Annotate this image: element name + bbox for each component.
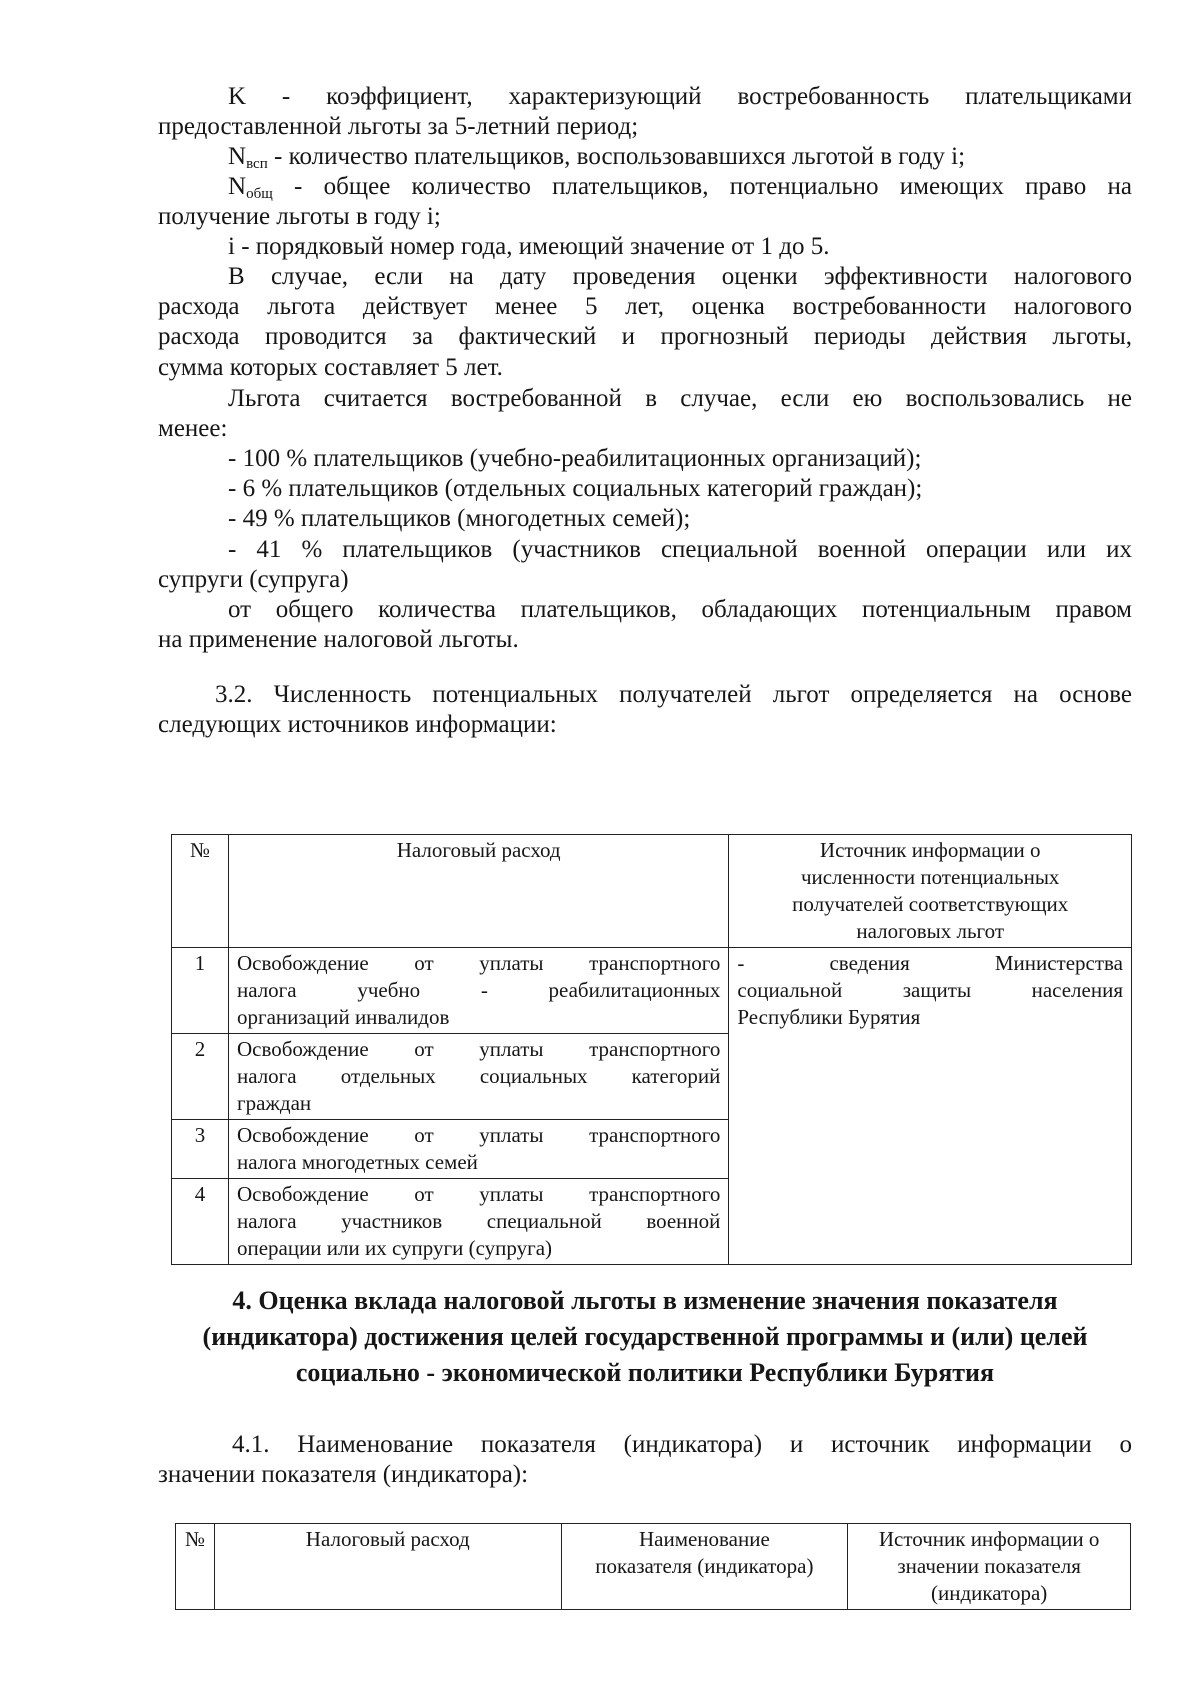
text-line bbox=[158, 142, 1132, 172]
cell-line: налога участников специальной военной bbox=[236, 1209, 721, 1233]
text-line: на применение налоговой льготы. bbox=[158, 626, 519, 654]
nobsh-subscript: общ bbox=[246, 186, 273, 202]
sources-table bbox=[171, 834, 1132, 1265]
k-definition bbox=[158, 82, 1132, 142]
header-line: Наименование bbox=[638, 1527, 770, 1551]
text-line: K - коэффициент, характеризующий востребованность плательщиками bbox=[228, 83, 1132, 110]
col-header-expense: Налоговый расход bbox=[228, 835, 728, 948]
col-header-indicator bbox=[561, 1524, 848, 1610]
text-line: от общего количества плательщиков, обладающих потенциальным правом bbox=[228, 596, 1132, 623]
header-line: (индикатора) bbox=[930, 1581, 1048, 1605]
cell-line: Освобождение от уплаты транспортного bbox=[236, 1037, 721, 1061]
i-definition bbox=[158, 232, 1132, 262]
cell-line: налога многодетных семей bbox=[236, 1150, 478, 1174]
row-expense bbox=[228, 1034, 728, 1120]
cell-line: социальной защиты населения bbox=[737, 978, 1123, 1002]
cell-line: Освобождение от уплаты транспортного bbox=[236, 951, 721, 975]
total-paragraph bbox=[158, 595, 1132, 655]
heading-line: социально - экономической политики Республики Бурятия bbox=[295, 1358, 995, 1387]
nvsp-symbol: N bbox=[228, 143, 247, 170]
col-header-num: № bbox=[176, 1524, 215, 1610]
list-item: - 6 % плательщиков (отдельных социальных категорий граждан); bbox=[228, 475, 923, 503]
row-expense bbox=[228, 1179, 728, 1265]
text-line: сумма которых составляет 5 лет. bbox=[158, 353, 503, 381]
text-line: следующих источников информации: bbox=[158, 711, 557, 739]
cell-line: Освобождение от уплаты транспортного bbox=[236, 1182, 721, 1206]
nvsp-definition bbox=[158, 142, 1132, 172]
cell-line: граждан bbox=[236, 1091, 312, 1115]
cell-line: налога учебно - реабилитационных bbox=[236, 978, 721, 1002]
nvsp-subscript: всп bbox=[246, 156, 268, 172]
nvsp-text: - количество плательщиков, воспользовавшихся льготой в году i; bbox=[267, 143, 966, 170]
heading-line: (индикатора) достижения целей государственной программы и (или) целей bbox=[202, 1322, 1088, 1351]
header-line: получателей соответствующих bbox=[792, 892, 1069, 916]
list-item: - 100 % плательщиков (учебно-реабилитационных организаций); bbox=[228, 445, 922, 472]
text-line: предоставленной льготы за 5-летний период; bbox=[158, 113, 639, 141]
header-line: Источник информации о bbox=[819, 838, 1041, 862]
text-line: расхода льгота действует менее 5 лет, оценка востребованности налогового bbox=[158, 293, 1132, 321]
list-item: - 49 % плательщиков (многодетных семей); bbox=[228, 505, 691, 533]
col-header-source bbox=[729, 835, 1132, 948]
row-num: 3 bbox=[172, 1120, 229, 1179]
row-num: 4 bbox=[172, 1179, 229, 1265]
text-line bbox=[158, 172, 1132, 202]
list-item: супруги (супруга) bbox=[158, 565, 349, 593]
nobsh-text: - общее количество плательщиков, потенциально имеющих право на bbox=[272, 173, 1132, 200]
text-line: значении показателя (индикатора): bbox=[158, 1461, 529, 1489]
cell-line: Республики Бурятия bbox=[737, 1005, 921, 1029]
heading-line: 4. Оценка вклада налоговой льготы в изменение значения показателя bbox=[232, 1286, 1058, 1315]
text-line: 4.1. Наименование показателя (индикатора) и источник информации о bbox=[232, 1431, 1132, 1458]
header-line: Источник информации о bbox=[878, 1527, 1100, 1551]
cell-line: Освобождение от уплаты транспортного bbox=[236, 1123, 721, 1147]
case-paragraph bbox=[158, 262, 1132, 383]
list-item: - 41 % плательщиков (участников специальной военной операции или их bbox=[228, 535, 1132, 563]
header-line: численности потенциальных bbox=[800, 865, 1060, 889]
text-line: расхода проводится за фактический и прогнозный периоды действия льготы, bbox=[158, 323, 1132, 351]
cell-line: операции или их супруги (супруга) bbox=[236, 1236, 553, 1260]
text-line: i - порядковый номер года, имеющий значение от 1 до 5. bbox=[228, 233, 830, 260]
header-line: показателя (индикатора) bbox=[595, 1554, 814, 1578]
cell-line: организаций инвалидов bbox=[236, 1005, 450, 1029]
text-line: 3.2. Численность потенциальных получателей льгот определяется на основе bbox=[215, 681, 1132, 708]
text-line: менее: bbox=[158, 415, 228, 443]
section-4-heading bbox=[158, 1283, 1132, 1391]
bullet-list bbox=[158, 444, 1132, 595]
section-4-1 bbox=[158, 1430, 1132, 1490]
table-header-row bbox=[176, 1524, 1131, 1610]
text-line: получение льготы в году i; bbox=[158, 203, 441, 231]
col-header-expense: Налоговый расход bbox=[214, 1524, 561, 1610]
col-header-num: № bbox=[172, 835, 229, 948]
table-row bbox=[172, 948, 1132, 1034]
col-header-source bbox=[848, 1524, 1131, 1610]
row-expense bbox=[228, 948, 728, 1034]
table-header-row bbox=[172, 835, 1132, 948]
row-num: 2 bbox=[172, 1034, 229, 1120]
indicator-table bbox=[175, 1523, 1131, 1610]
row-expense bbox=[228, 1120, 728, 1179]
text-line: Льгота считается востребованной в случае, если ею воспользовались не bbox=[228, 385, 1132, 412]
header-line: налоговых льгот bbox=[856, 919, 1005, 943]
text-line: В случае, если на дату проведения оценки эффективности налогового bbox=[228, 263, 1132, 290]
demand-paragraph bbox=[158, 384, 1132, 444]
header-line: значении показателя bbox=[897, 1554, 1081, 1578]
nobsh-symbol: N bbox=[228, 173, 247, 200]
row-num: 1 bbox=[172, 948, 229, 1034]
cell-line: налога отдельных социальных категорий bbox=[236, 1064, 721, 1088]
section-3-2 bbox=[158, 680, 1132, 740]
nobsh-definition bbox=[158, 172, 1132, 232]
cell-line: - сведения Министерства bbox=[737, 951, 1123, 975]
source-cell bbox=[729, 948, 1132, 1265]
